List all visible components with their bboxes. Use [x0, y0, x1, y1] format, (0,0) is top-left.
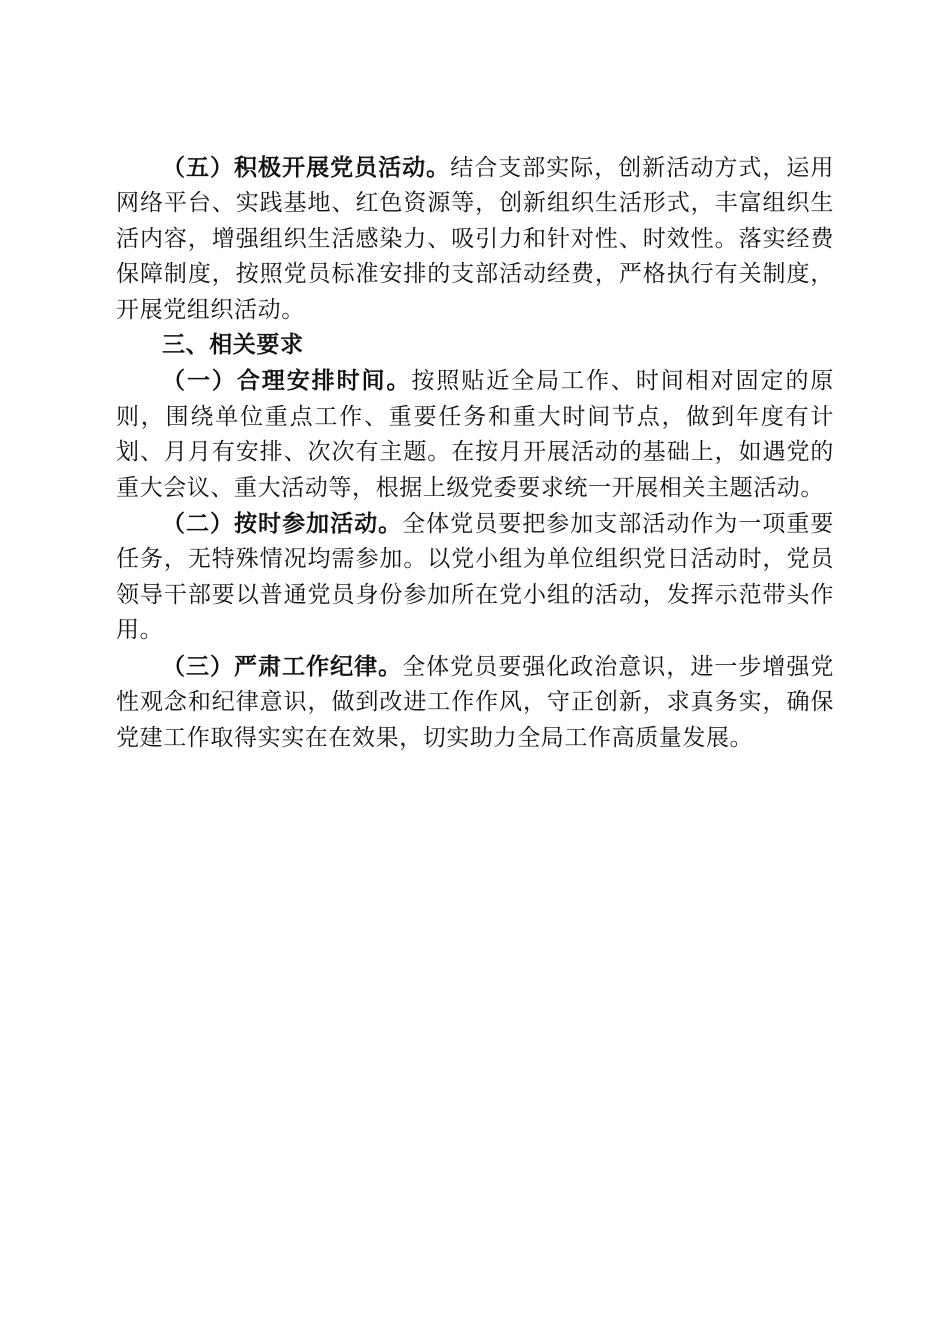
requirement-two-lead: （二）按时参加活动。 — [162, 510, 403, 538]
paragraph-five-lead: （五）积极开展党员活动。 — [162, 154, 451, 181]
paragraph-five — [116, 150, 834, 328]
requirement-one-body: 按照贴近全局工作、时间相对固定的原则，围绕单位重点工作、重要任务和重大时间节点，做到年度有计划、月月有安排、次次有主题。在按月开展活动的基础上，如遇党的重大会议、重大活动等，根据上级党委要求统一开展相关主题活动。 — [116, 368, 835, 501]
requirement-three-body: 全体党员要强化政治意识，进一步增强党性观念和纪律意识，做到改进工作作风，守正创新，求真务实，确保党建工作取得实实在在效果，切实助力全局工作高质量发展。 — [116, 653, 835, 751]
requirement-one — [116, 363, 834, 506]
requirement-three-lead: （三）严肃工作纪律。 — [162, 652, 403, 680]
document-page — [116, 150, 834, 756]
section-heading: 三、相关要求 — [162, 332, 304, 359]
requirement-two — [116, 506, 834, 649]
paragraph-five-body: 结合支部实际，创新活动方式，运用网络平台、实践基地、红色资源等，创新组织生活形式，丰富组织生活内容，增强组织生活感染力、吸引力和针对性、时效性。落实经费保障制度，按照党员标准安排的支部活动经费，严格执行有关制度，开展党组织活动。 — [116, 155, 835, 323]
requirement-two-body: 全体党员要把参加支部活动作为一项重要任务，无特殊情况均需参加。以党小组为单位组织党日活动时，党员领导干部要以普通党员身份参加所在党小组的活动，发挥示范带头作用。 — [116, 511, 835, 644]
requirement-one-lead: （一）合理安排时间。 — [162, 367, 412, 395]
requirement-three — [116, 649, 834, 756]
